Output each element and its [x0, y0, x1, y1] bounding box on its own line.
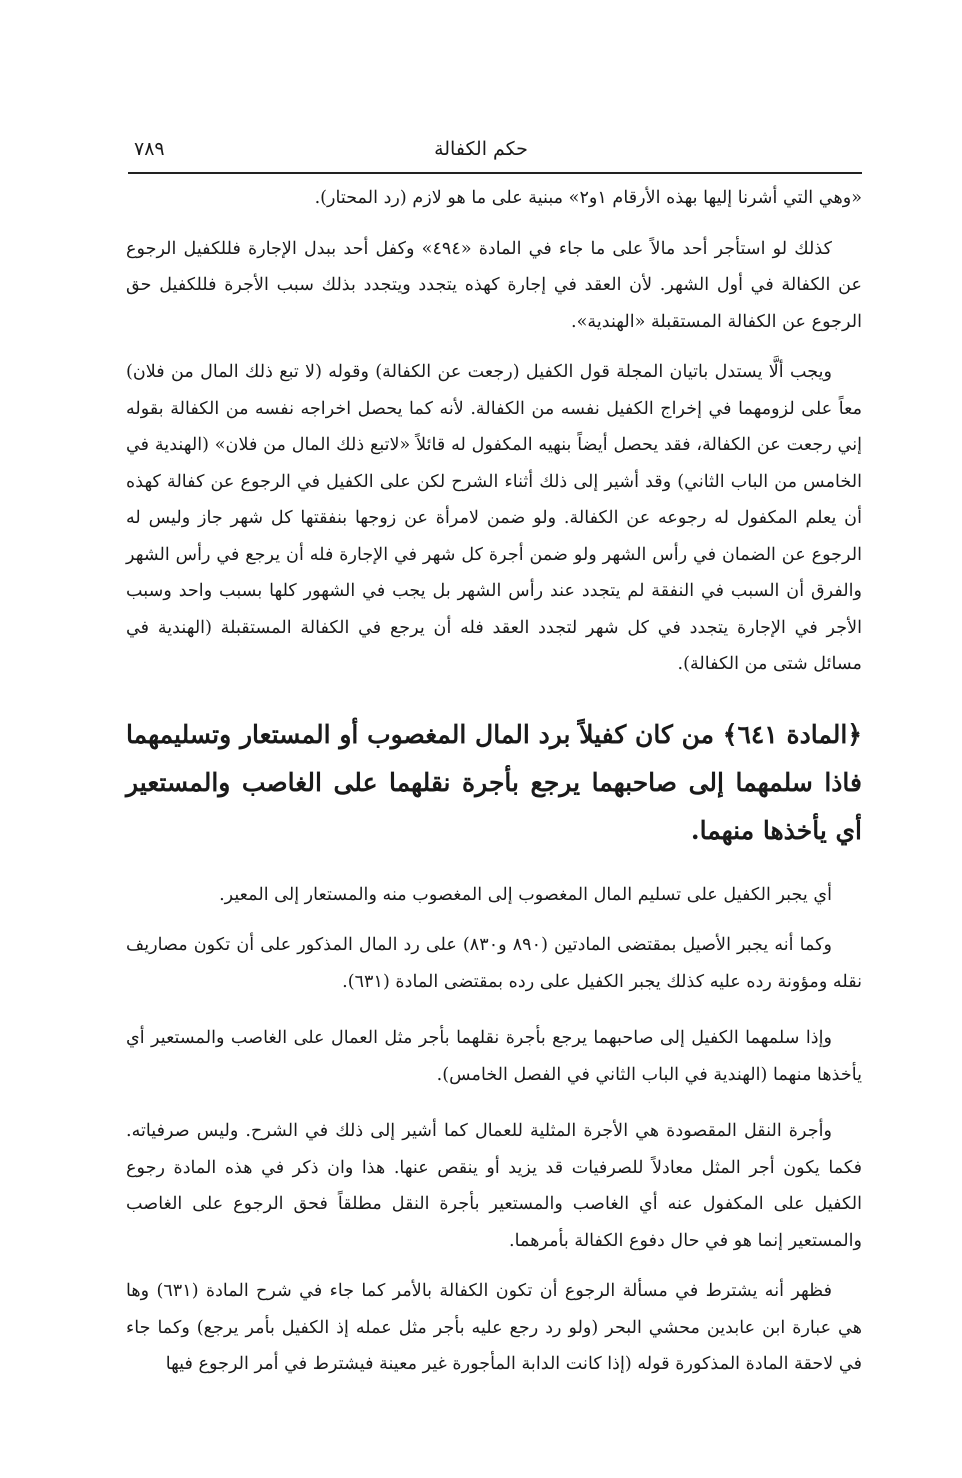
header-rule: [128, 172, 862, 174]
article-heading: [126, 711, 862, 855]
page-number: ٧٨٩: [134, 138, 165, 160]
paragraph: «وهي التي أشرنا إليها بهذه الأرقام ١و٢» مبنية على ما هو لازم (رد المحتار).: [314, 188, 862, 208]
page-body: [126, 178, 862, 1383]
paragraph: فظهر أنه يشترط في مسألة الرجوع أن تكون الكفالة بالأمر كما جاء في شرح المادة (٦٣١) وها هي عبارة ابن عابدين محشي البحر (ولو رد رجع عليه بأجر مثل عمله إذ الكفيل بأمر يرجع) وكما جاء في لاحقة المادة المذكورة قوله (إذا كانت الدابة المأجورة غير معينة فيشترط في أمر الرجوع فيها: [126, 1281, 862, 1374]
paragraph: وكما أنه يجبر الأصيل بمقتضى المادتين (٨٩٠ و٨٣٠) على رد المال المذكور على أن تكون مصاريف نقله ومؤونة رده عليه كذلك يجبر الكفيل على رده بمقتضى المادة (٦٣١).: [126, 935, 862, 992]
article-text: ﴿المادة ٦٤١﴾ من كان كفيلاً برد المال المغصوب أو المستعار وتسليمهما فاذا سلمهما إلى صاحبهما يرجع بأجرة نقلهما على الغاصب والمستعير أي يأخذها: [126, 719, 862, 845]
article-text-tail: منهما.: [690, 815, 755, 845]
paragraph: أي يجبر الكفيل على تسليم المال المغصوب إلى المغصوب منه والمستعار إلى المعير.: [219, 884, 832, 905]
running-title: حكم الكفالة: [434, 138, 528, 160]
paragraph: وأجرة النقل المقصودة هي الأجرة المثلية للعمال كما أشير إلى ذلك في الشرح. وليس صرفياته. فكما يكون أجر المثل معادلاً للصرفيات قد يزيد أو ينقص عنها. هذا وان ذكر في هذه المادة رجوع الكفيل على المكفول عنه أي الغاصب والمستعير بأجرة النقل مطلقاً فحق الرجوع على الغاصب والمستعير إنما هو في حال دفوع الكفالة بأمرهما.: [126, 1121, 862, 1251]
paragraph: ويجب ألَّا يستدل باتيان المجلة قول الكفيل (رجعت عن الكفالة) وقوله (لا تبع ذلك المال من فلان) معاً على لزومهما في إخراج الكفيل نفسه من الكفالة. لأنه كما يحصل اخراجه نفسه من الكفالة بقوله إني رجعت عن الكفالة، فقد يحصل أيضاً بنهيه المكفول له قائلاً «لاتبع ذلك المال من فلان» (الهندية في الخامس من الباب الثاني) وقد أشير إلى ذلك أثناء الشرح لكن على الكفيل في الرجوع عن كفالة كهذه أن يعلم المكفول له رجوعه عن الكفالة. ولو ضمن لامرأة عن زوجها بنفقتها كل شهر جاز وليس له الرجوع عن الضمان في رأس الشهر ولو ضمن أجرة كل شهر في الإجارة فله أن يرجع في رأس الشهر والفرق أن السبب في النفقة لم يتجدد عند رأس الشهر بل يجب في الشهور كلها بسبب واحد وسبب الأجر في الإجارة يتجدد في كل شهر لتجدد العقد فله أن يرجع في الكفالة المستقبلة (الهندية في مسائل شتى من الكفالة).: [126, 362, 862, 674]
paragraph: وإذا سلمهما الكفيل إلى صاحبهما يرجع بأجرة نقلهما بأجر مثل العمال على الغاصب والمستعير أي يأخذها منهما (الهندية في الباب الثاني في الفصل الخامس).: [126, 1028, 862, 1085]
paragraph: كذلك لو استأجر أحد مالاً على ما جاء في المادة «٤٩٤» وكفل أحد ببدل الإجارة فللكفيل الرجوع عن الكفالة في أول الشهر. لأن العقد في إجارة كهذه يتجدد ويتجدد بذلك سبب الأجرة فللكفيل حق الرجوع عن الكفالة المستقبلة «الهندية».: [126, 238, 862, 332]
page-header: [128, 132, 834, 170]
